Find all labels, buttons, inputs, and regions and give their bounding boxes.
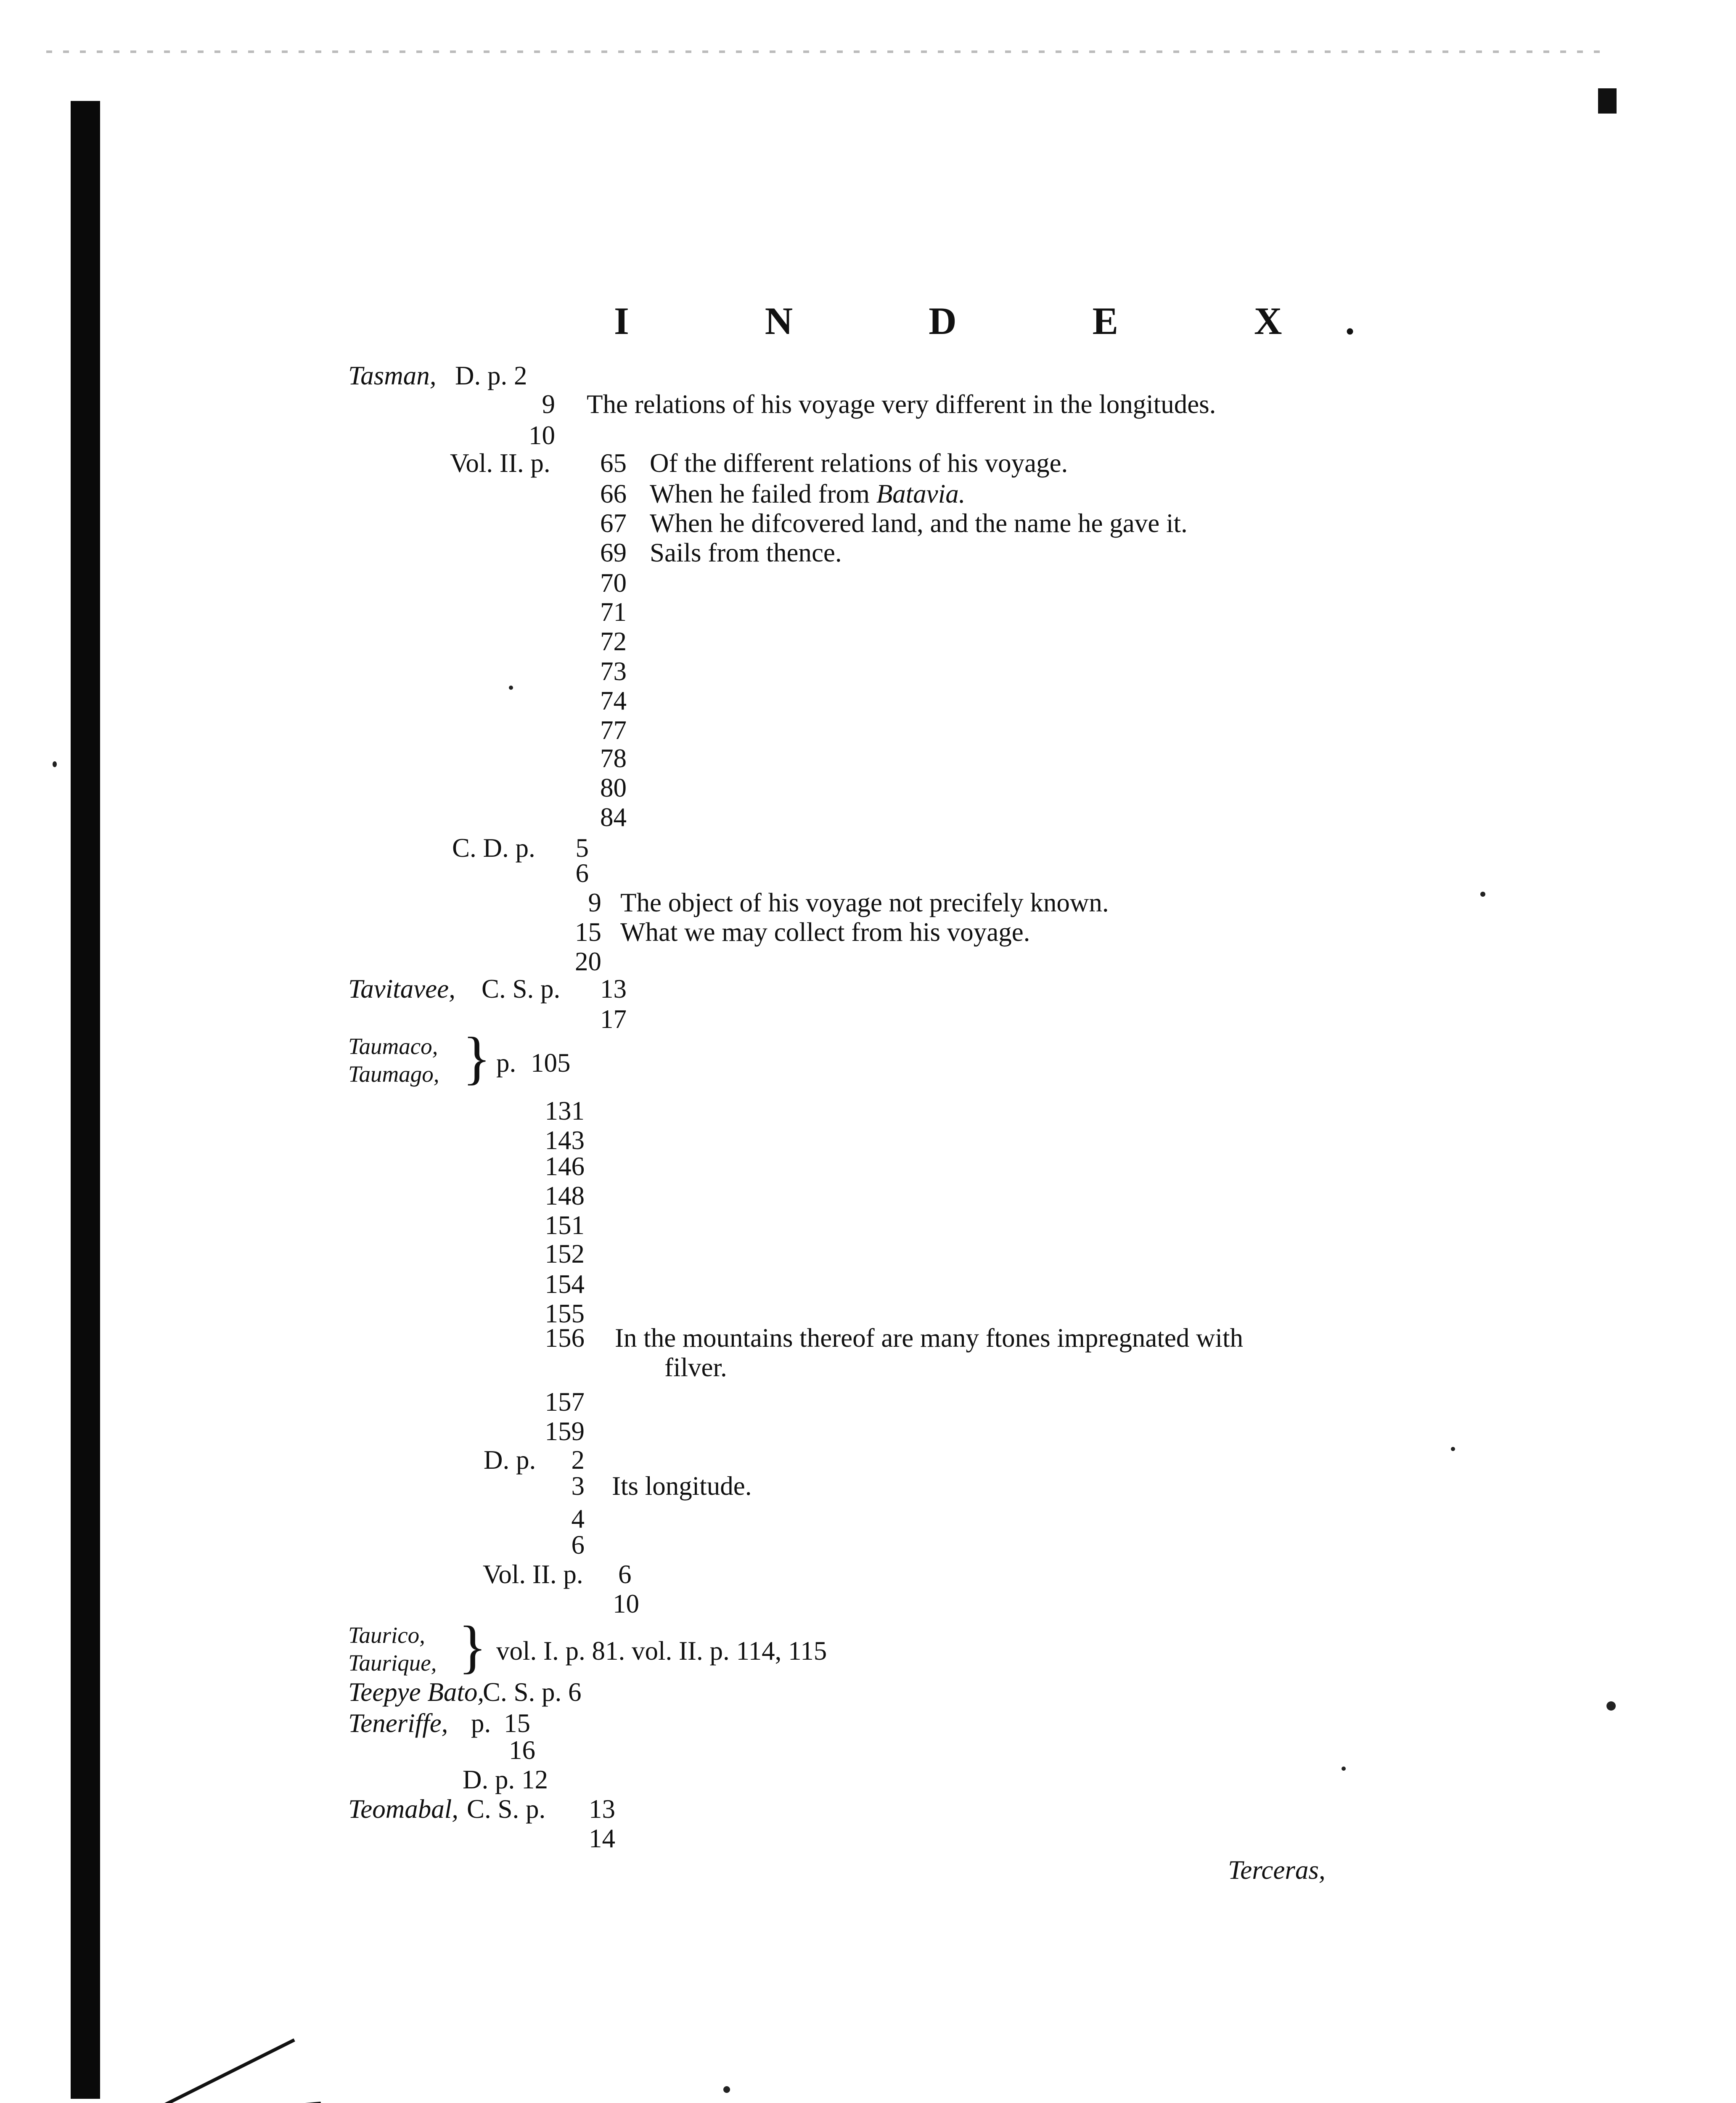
- page-number: 15: [575, 917, 601, 947]
- page-number: 154: [545, 1269, 585, 1299]
- entry-description: In the mountains thereof are many ftones impregnated with: [615, 1323, 1244, 1353]
- entry-description: When he difcovered land, and the name he gave it.: [650, 509, 1188, 538]
- scan-speck: [53, 761, 57, 767]
- entry-taumaco-vol2-ref: Vol. II. p.: [483, 1560, 583, 1589]
- entry-tasman-d-ref: D. p. 2: [455, 361, 527, 390]
- page-number: 3: [571, 1471, 585, 1501]
- page-number: 151: [545, 1210, 585, 1240]
- scan-speck: [509, 686, 513, 690]
- page-number: 73: [600, 657, 627, 686]
- page-number: 84: [600, 803, 627, 832]
- page-top-edge: [46, 50, 1602, 53]
- page-number: 4: [571, 1504, 585, 1534]
- page-number: 9: [588, 888, 601, 917]
- page-number: 143: [545, 1126, 585, 1155]
- scan-speck: [723, 2086, 730, 2093]
- corner-mark: [1598, 88, 1617, 114]
- entry-teepye-bato-ref: C. S. p. 6: [483, 1677, 582, 1707]
- entry-description: [650, 481, 965, 507]
- page-number: 5: [575, 833, 589, 863]
- entry-tasman-vol2-ref: Vol. II. p.: [450, 448, 550, 478]
- scan-speck: [1480, 892, 1485, 897]
- entry-taumaco-d-ref: D. p.: [484, 1445, 536, 1475]
- page-number: 148: [545, 1181, 585, 1210]
- torn-paper-mark: [151, 2031, 353, 2103]
- place-name-batavia: Batavia.: [876, 479, 966, 509]
- page-number: 159: [545, 1417, 585, 1446]
- entry-description: The relations of his voyage very different in the longitudes.: [587, 389, 1216, 419]
- entry-description: What we may collect from his voyage.: [620, 917, 1030, 947]
- page-title: I N D E X.: [614, 299, 1418, 342]
- entry-description: Sails from thence.: [650, 538, 842, 567]
- page-number: 74: [600, 686, 627, 715]
- page-number: 70: [600, 568, 627, 598]
- entry-taurique-name: Taurique,: [348, 1650, 437, 1676]
- page-number: 10: [529, 421, 555, 450]
- entry-taumaco-ref: p.: [496, 1048, 516, 1078]
- page-number: 156: [545, 1323, 585, 1353]
- page-number: 146: [545, 1152, 585, 1181]
- entry-description-continued: filver.: [664, 1353, 727, 1382]
- entry-taurico-ref: vol. I. p. 81. vol. II. p. 114, 115: [496, 1636, 827, 1666]
- entry-teomabal-ref: C. S. p.: [467, 1794, 546, 1824]
- page-number: 10: [613, 1589, 639, 1618]
- entry-teomabal-name: Teomabal,: [348, 1794, 458, 1824]
- entry-taumago-name: Taumago,: [348, 1061, 439, 1087]
- page-number: 80: [600, 773, 627, 803]
- entry-tasman-cd-ref: C. D. p.: [452, 833, 535, 863]
- entry-tasman-name: Tasman,: [348, 361, 437, 390]
- entry-teneriffe-d-ref: D. p. 12: [463, 1765, 548, 1794]
- scan-speck: [1342, 1767, 1346, 1771]
- page-number: 155: [545, 1299, 585, 1328]
- page-gutter-shadow: [71, 101, 100, 2099]
- page-number: 20: [575, 947, 601, 976]
- entry-taurico-name: Taurico,: [348, 1622, 425, 1648]
- page-number: 131: [545, 1096, 585, 1126]
- page-number: 15: [504, 1708, 530, 1738]
- brace-icon: }: [463, 1025, 491, 1091]
- page-number: 13: [600, 974, 627, 1004]
- entry-teepye-bato-name: Teepye Bato,: [348, 1677, 484, 1707]
- page-number: 67: [600, 509, 627, 538]
- page-number: 17: [600, 1004, 627, 1034]
- brace-icon: }: [458, 1614, 487, 1679]
- page-number: 6: [618, 1560, 632, 1589]
- scan-speck: [1451, 1447, 1455, 1451]
- page-number: 65: [600, 448, 627, 478]
- page-number: 66: [600, 479, 627, 509]
- page-number: 2: [571, 1445, 585, 1475]
- page-number: 9: [542, 389, 555, 419]
- entry-description: The object of his voyage not precifely known.: [620, 888, 1109, 917]
- page-number: 16: [509, 1735, 535, 1765]
- page-number: 72: [600, 627, 627, 656]
- catchword: Terceras,: [1228, 1855, 1326, 1885]
- entry-taumaco-name: Taumaco,: [348, 1033, 438, 1059]
- page-number: 6: [571, 1530, 585, 1560]
- entry-tavitavee-name: Tavitavee,: [348, 974, 455, 1004]
- page-number: 157: [545, 1387, 585, 1417]
- page-number: 71: [600, 597, 627, 627]
- page-number: 105: [531, 1048, 571, 1078]
- page-number: 152: [545, 1239, 585, 1269]
- entry-description: Its longitude.: [612, 1471, 752, 1501]
- entry-teneriffe-ref: p.: [471, 1708, 491, 1738]
- entry-teneriffe-name: Teneriffe,: [348, 1708, 448, 1738]
- entry-description: Of the different relations of his voyage.: [650, 448, 1068, 478]
- page-number: 69: [600, 538, 627, 567]
- entry-description-text: When he failed from: [650, 479, 876, 509]
- entry-tavitavee-ref: C. S. p.: [482, 974, 561, 1004]
- page-number: 13: [589, 1794, 615, 1824]
- page-number: 6: [575, 858, 589, 888]
- scan-speck: [1606, 1701, 1616, 1711]
- page-number: 78: [600, 744, 627, 773]
- page-number: 14: [589, 1824, 615, 1853]
- page-number: 77: [600, 715, 627, 745]
